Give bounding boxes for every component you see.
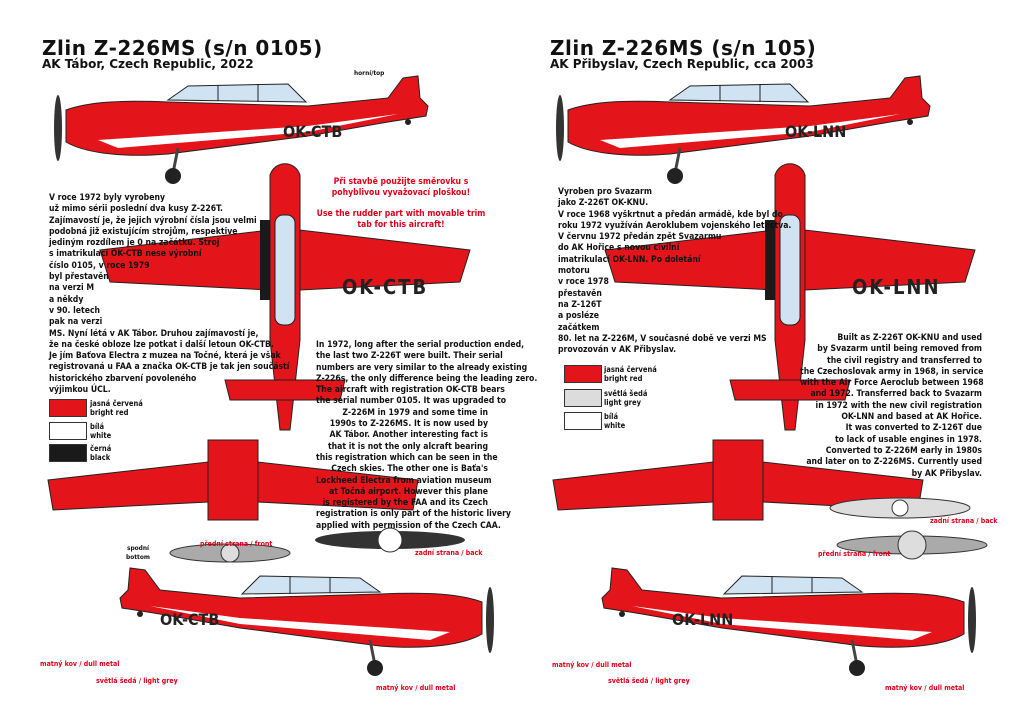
text-line: at Točná airport. However this plane [329,486,488,497]
text-line: registration is only part of the historic livery [316,509,511,520]
text-line: The aircraft with registration OK-CTB bears [316,385,505,396]
left-text-en [316,340,538,532]
left-spodni: spodní bottom [126,544,150,561]
text-line: Lockheed Electra from aviation museum [316,475,492,486]
right-side2-reg: OK-LNN [672,610,734,629]
right-grey-label: světlá šedá / light grey [608,677,690,685]
text-line: with the Air Force Aeroclub between 1968 [800,378,984,389]
left-metal-label-2: matný kov / dull metal [376,684,456,692]
text-line: pak na verzi [49,317,103,328]
left-prop-back-label: zadní strana / back [415,549,483,557]
text-line: jako Z-226T OK-KNU. [558,198,649,209]
text-line: the last two Z-226T were built. Their serial [316,351,503,362]
text-line: Z-226s, the only difference being the leading zero. [316,373,538,384]
text-line: 80. let na Z-226M, V současné době ve verzi MS [558,333,767,344]
right-legend-label-1: jasná červená bright red [604,365,657,383]
text-line: provozován v AK Přibyslav. [558,345,677,356]
right-metal-label-1: matný kov / dull metal [552,661,632,669]
right-side-reg: OK-LNN [785,122,847,141]
left-hornitop: horní/top [354,69,385,77]
text-line: podobná již existujícím strojům, respektive [49,226,238,237]
text-line: jediným rozdílem je 0 na začátku. Stroj [49,238,220,249]
text-line: byl přestavěn [49,272,109,283]
text-line: applied with permission of the Czech CAA. [316,520,501,531]
text-line: na Z-126T [558,299,602,310]
right-metal-label-2: matný kov / dull metal [885,684,965,692]
text-line: v 90. letech [49,305,101,316]
right-legend-swatch-2 [564,389,602,407]
text-line: Vyroben pro Svazarm [558,187,652,197]
right-legend-label-3: bílá white [604,412,626,430]
right-top-reg: OK-LNN [852,275,941,299]
text-line: V roce 1968 vyškrtnut a předán armádě, kde byl do [558,209,783,220]
left-note-en: Use the rudder part with movable trim tab for this aircraft! [316,209,486,231]
text-line: s imatrikulací OK-CTB nese výrobní [49,249,202,260]
text-line: and 1972. Transferred back to Svazarm [810,389,982,400]
left-legend-swatch-3 [49,444,87,462]
text-line: imatrikulací OK-LNN. Po doletání [558,254,701,265]
right-side-view-1 [556,76,930,184]
left-title: Zlin Z-226MS (s/n 0105) [42,36,323,60]
right-legend-label-2: světlá šedá light grey [604,389,648,407]
left-note-cz: Při stavbě použijte směrovku s pohyblivou vyvažovací ploškou! [331,177,471,199]
left-legend-label-1: jasná červená bright red [90,399,143,417]
text-line: in 1972 with the new civil registration [815,400,982,411]
text-line: Built as Z-226T OK-KNU and used [837,333,982,343]
text-line: the Czechoslovak army in 1968, in service [800,366,984,377]
text-line: by AK Přibyslav. [911,468,982,479]
left-metal-label-1: matný kov / dull metal [40,660,120,668]
text-line: that it is not the only alcraft bearing [327,441,488,452]
left-grey-label: světlá šedá / light grey [96,677,178,685]
right-title: Zlin Z-226MS (s/n 105) [550,36,817,60]
text-line: V roce 1972 byly vyrobeny [49,193,166,203]
left-legend-label-3: černá black [90,444,112,462]
text-line: a posléze [558,311,599,322]
left-subtitle: AK Tábor, Czech Republic, 2022 [42,57,254,71]
text-line: začátkem [558,322,600,333]
text-line: the civil registry and transferred to [827,355,982,366]
right-prop-back-label: zadní strana / back [930,517,998,525]
text-line: výjimkou ÚCL. [49,385,111,396]
left-side-view-1 [54,76,428,184]
right-subtitle: AK Přibyslav, Czech Republic, cca 2003 [550,57,814,71]
text-line: Je jím Baťova Electra z muzea na Točné, která je však [49,351,281,362]
text-line: 1990s to Z-226MS. It is now used by [329,419,488,430]
left-top-reg: OK-CTB [342,275,429,299]
right-text-en [800,333,982,480]
text-line: numbers are very similar to the already existing [316,362,528,373]
left-prop-front-label: přední strana / front [200,540,273,548]
text-line: In 1972, long after the serial production ended, [316,340,525,350]
text-line: OK-LNN and based at AK Hořice. [841,412,982,423]
text-line: v roce 1978 [558,277,609,288]
text-line: a někdy [49,294,84,305]
right-prop-front-label: přední strana / front [818,550,891,558]
text-line: do AK Hořice s novou civilní [558,243,680,254]
text-line: Converted to Z-226M early in 1980s [825,445,982,456]
text-line: historického zbarvení povoleného [49,373,197,384]
text-line: Czech skies. The other one is Baťa's [331,464,488,475]
text-line: roku 1972 využíván Aeroklubem vojenského letectva. [558,220,792,231]
text-line: registrovaná u FAA a značka OK-CTB je tak jen součástí [49,362,290,373]
text-line: že na české obloze lze potkat i další letoun OK-CTB. [49,339,274,350]
text-line: AK Tábor. Another interesting fact is [329,430,488,441]
text-line: číslo 0105, v roce 1979 [49,260,150,271]
right-propeller-back [830,498,970,518]
text-line: V červnu 1972 předán zpět Svazarmu [558,232,722,243]
right-side-view-2 [602,568,976,676]
text-line: by Svazarm until being removed from [817,344,982,355]
right-text-cz [558,187,791,356]
left-legend-swatch-2 [49,422,87,440]
left-text-cz [49,193,289,396]
text-line: Zajímavostí je, že jejich výrobní čísla jsou velmi [49,215,257,226]
left-legend-swatch-1 [49,399,87,417]
text-line: It was converted to Z-126T due [845,423,982,434]
text-line: přestavěn [558,288,602,299]
text-line: Z-226M in 1979 and some time in [342,407,488,418]
left-side2-reg: OK-CTB [160,610,220,629]
text-line: MS. Nyní létá v AK Tábor. Druhou zajímavostí je, [49,328,259,339]
right-legend-swatch-1 [564,365,602,383]
left-side-reg: OK-CTB [283,122,343,141]
text-line: to lack of usable engines in 1978. [834,434,982,445]
left-legend-label-2: bílá white [90,422,112,440]
text-line: is registered by the FAA and its Czech [322,498,488,509]
text-line: and later on to Z-226MS. Currently used [806,457,982,468]
text-line: už mimo sérii poslední dva kusy Z-226T. [49,204,223,215]
text-line: this registration which can be seen in the [316,452,498,463]
text-line: the serial number 0105. It was upgraded to [316,396,507,407]
right-legend-swatch-3 [564,412,602,430]
text-line: na verzi M [49,283,95,294]
text-line: motoru [558,266,590,277]
